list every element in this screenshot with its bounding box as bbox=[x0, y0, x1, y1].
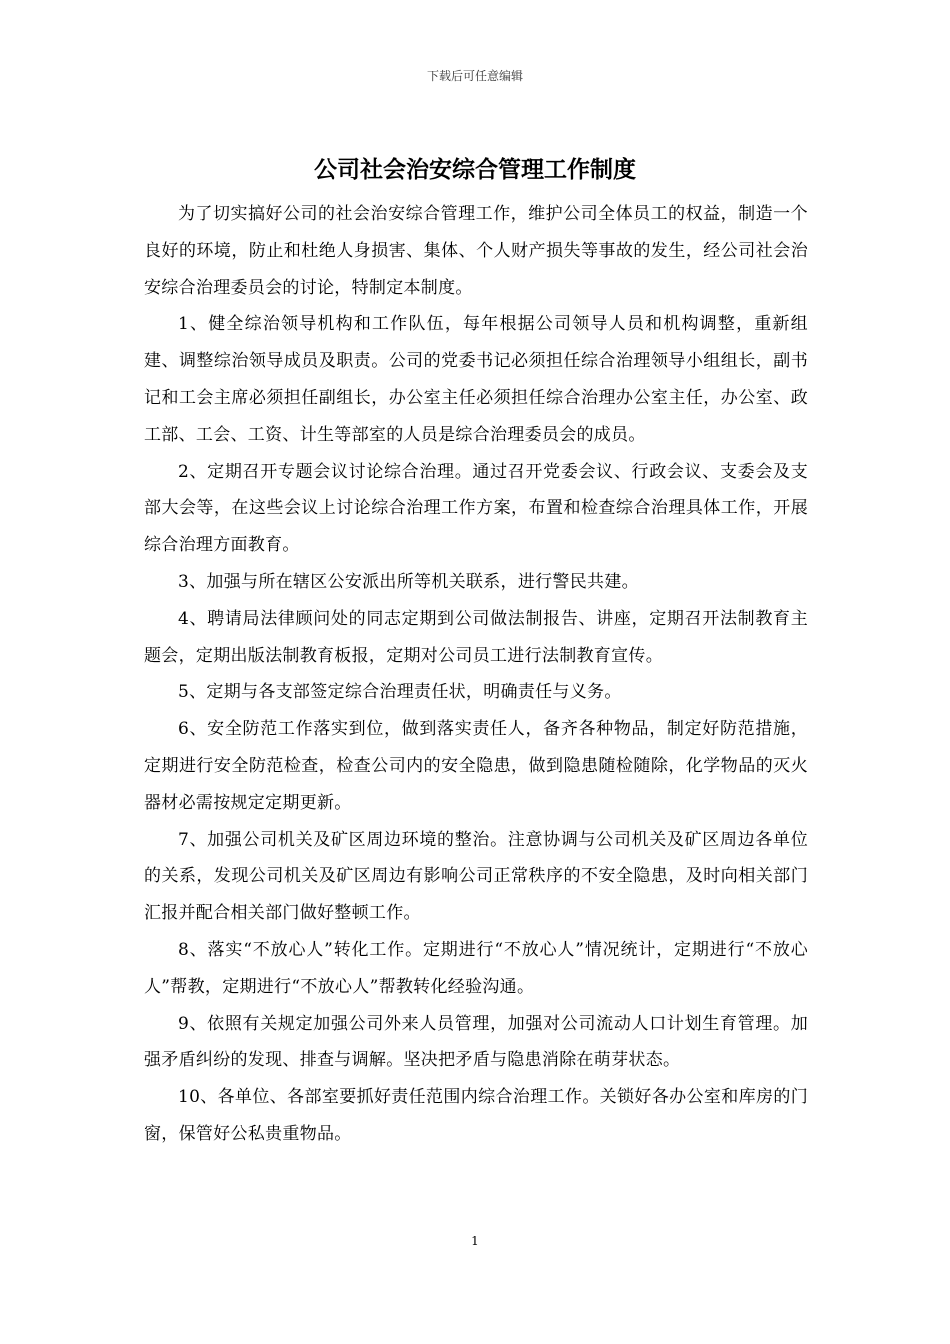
paragraph-item-5: 5、定期与各支部签定综合治理责任状，明确责任与义务。 bbox=[178, 682, 622, 703]
paragraph-item-7: 7、加强公司机关及矿区周边环境的整治。注意协调与公司机关及矿区周边各单位的关系，发现公司机关及矿区周边有影响公司正常秩序的不安全隐患，及时向相关部门汇报并配合相关部门做好整顿工作。 bbox=[144, 829, 808, 924]
paragraph-item-2: 2、定期召开专题会议讨论综合治理。通过召开党委会议、行政会议、支委会及支部大会等，在这些会议上讨论综合治理工作方案，布置和检查综合治理具体工作，开展综合治理方面教育。 bbox=[144, 461, 808, 556]
document-title: 公司社会治安综合管理工作制度 bbox=[314, 157, 636, 183]
paragraph-intro: 为了切实搞好公司的社会治安综合管理工作，维护公司全体员工的权益，制造一个良好的环境，防止和杜绝人身损害、集体、个人财产损失等事故的发生，经公司社会治安综合治理委员会的讨论，特制定本制度。 bbox=[144, 204, 808, 298]
paragraph-item-9: 9、依照有关规定加强公司外来人员管理，加强对公司流动人口计划生育管理。加强矛盾纠纷的发现、排查与调解。坚决把矛盾与隐患消除在萌芽状态。 bbox=[144, 1013, 808, 1071]
document-body bbox=[144, 196, 808, 1153]
paragraph-item-10: 10、各单位、各部室要抓好责任范围内综合治理工作。关锁好各办公室和库房的门窗，保管好公私贵重物品。 bbox=[144, 1087, 808, 1144]
page-number: 1 bbox=[471, 1234, 479, 1248]
paragraph-item-3: 3、加强与所在辖区公安派出所等机关联系，进行警民共建。 bbox=[178, 571, 639, 592]
paragraph-item-1: 1、健全综治领导机构和工作队伍，每年根据公司领导人员和机构调整，重新组建、调整综治领导成员及职责。公司的党委书记必须担任综合治理领导小组组长，副书记和工会主席必须担任副组长，办公室主任必须担任综合治理办公室主任，办公室、政工部、工会、工资、计生等部室的人员是综合治理委员会的成员。 bbox=[144, 314, 808, 445]
paragraph-item-8: 8、落实“不放心人”转化工作。定期进行“不放心人”情况统计，定期进行“不放心人”帮教，定期进行“不放心人”帮教转化经验沟通。 bbox=[144, 939, 808, 997]
paragraph-item-6: 6、安全防范工作落实到位，做到落实责任人，备齐各种物品，制定好防范措施，定期进行安全防范检查，检查公司内的安全隐患，做到隐患随检随除，化学物品的灭火器材必需按规定定期更新。 bbox=[144, 719, 808, 813]
header-note: 下载后可任意编辑 bbox=[426, 69, 523, 83]
paragraph-item-4: 4、聘请局法律顾问处的同志定期到公司做法制报告、讲座，定期召开法制教育主题会，定期出版法制教育板报，定期对公司员工进行法制教育宣传。 bbox=[144, 608, 808, 666]
